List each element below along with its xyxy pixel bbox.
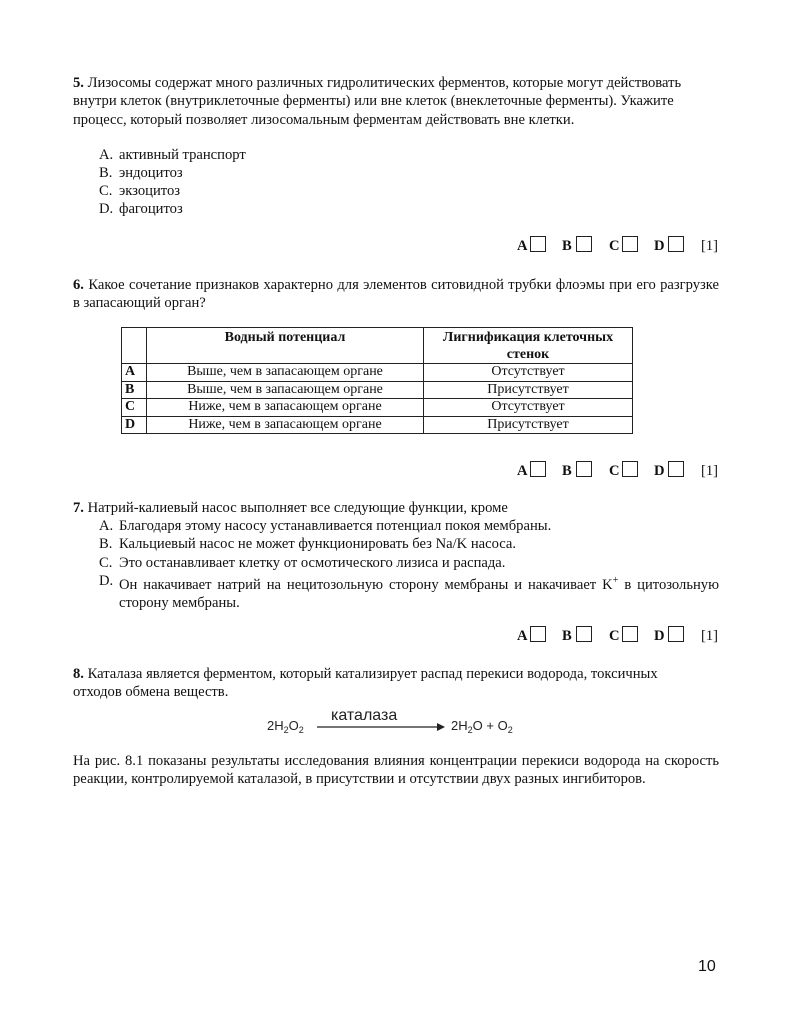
question-7 bbox=[73, 499, 719, 517]
question-6 bbox=[73, 276, 719, 313]
option-b: B. эндоцитоз bbox=[99, 165, 183, 181]
question-7-number: 7. bbox=[73, 500, 84, 516]
answer-checkbox-c[interactable] bbox=[622, 626, 638, 642]
table-header-water: Водный потенциал bbox=[147, 328, 424, 364]
question-8 bbox=[73, 665, 703, 702]
catalase-equation bbox=[265, 706, 565, 736]
option-a: A. активный транспорт bbox=[99, 147, 246, 163]
question-8-number: 8. bbox=[73, 666, 84, 682]
table-header-row bbox=[122, 328, 633, 364]
answer-checkbox-b[interactable] bbox=[576, 461, 592, 477]
question-7-options bbox=[99, 517, 719, 613]
question-8-text: Каталаза является ферментом, который катализирует распад перекиси водорода, токсичных отходов обмена веществ. bbox=[73, 666, 658, 701]
answer-checkbox-d[interactable] bbox=[668, 461, 684, 477]
equation-graphic bbox=[265, 706, 565, 736]
table-row: B Выше, чем в запасающем органе Присутствует bbox=[122, 381, 633, 399]
answer-checkbox-b[interactable] bbox=[576, 626, 592, 642]
table-header-empty bbox=[122, 328, 147, 364]
question-6-number: 6. bbox=[73, 277, 84, 293]
answer-checkbox-c[interactable] bbox=[622, 461, 638, 477]
option-b: B. Кальциевый насос не может функционировать без Na/K насоса. bbox=[99, 536, 517, 553]
question-5-text: Лизосомы содержат много различных гидролитических ферментов, которые могут действовать внутри клеток (внутриклеточные ферменты) или вне клеток (внеклеточные ферменты). Укажите процесс, который позволяет лизосомальным ферментам действовать вне клетки. bbox=[73, 75, 682, 128]
equation-enzyme: каталаза bbox=[331, 707, 398, 724]
question-8-description: На рис. 8.1 показаны результаты исследования влияния концентрации перекиси водорода на скорость реакции, контролируемой каталазой, в присутствии и отсутствии двух разных ингибиторов. bbox=[73, 753, 719, 788]
answer-boxes-q7: A B C D [1] bbox=[517, 628, 719, 644]
option-a: A. Благодаря этому насосу устанавливается потенциал покоя мембраны. bbox=[99, 518, 552, 534]
option-d: D. фагоцитоз bbox=[99, 201, 183, 217]
page-number: 10 bbox=[698, 958, 716, 975]
table-header-lignin: Лигнификация клеточных стенок bbox=[424, 328, 633, 364]
answer-checkbox-b[interactable] bbox=[576, 236, 592, 252]
answer-checkbox-d[interactable] bbox=[668, 236, 684, 252]
marks-label: [1] bbox=[701, 628, 719, 644]
option-d: D. Он накачивает натрий на нецитозольную сторону мембраны и накачивает K+ в цитозольную сторону мембраны. bbox=[99, 573, 719, 612]
equation-products: $2H_2O + O_2$ bbox=[451, 718, 513, 735]
answer-checkbox-d[interactable] bbox=[668, 626, 684, 642]
option-c: C. Это останавливает клетку от осмотического лизиса и распада. bbox=[99, 554, 506, 571]
table-row: D Ниже, чем в запасающем органе Присутствует bbox=[122, 416, 633, 434]
reaction-arrow-head bbox=[437, 723, 445, 731]
answer-boxes-q6: A B C D [1] bbox=[517, 463, 719, 479]
question-6-text: Какое сочетание признаков характерно для элементов ситовидной трубки флоэмы при его разгрузке в запасающий орган? bbox=[73, 277, 720, 312]
equation-reactant: $2H_2O_2$ bbox=[267, 718, 304, 735]
question-7-text: Натрий-калиевый насос выполняет все следующие функции, кроме bbox=[87, 500, 508, 516]
table-row: C Ниже, чем в запасающем органе Отсутствует bbox=[122, 399, 633, 417]
answer-boxes-q5: A B C D [1] bbox=[517, 238, 719, 254]
question-5-options bbox=[99, 146, 246, 218]
marks-label: [1] bbox=[701, 463, 719, 479]
answer-checkbox-a[interactable] bbox=[530, 626, 546, 642]
question-6-table bbox=[121, 327, 633, 434]
answer-checkbox-a[interactable] bbox=[530, 236, 546, 252]
marks-label: [1] bbox=[701, 238, 719, 254]
question-5-number: 5. bbox=[73, 75, 84, 91]
table-row: A Выше, чем в запасающем органе Отсутствует bbox=[122, 364, 633, 382]
answer-checkbox-a[interactable] bbox=[530, 461, 546, 477]
question-5 bbox=[73, 74, 719, 129]
answer-checkbox-c[interactable] bbox=[622, 236, 638, 252]
option-c: C. экзоцитоз bbox=[99, 183, 181, 199]
